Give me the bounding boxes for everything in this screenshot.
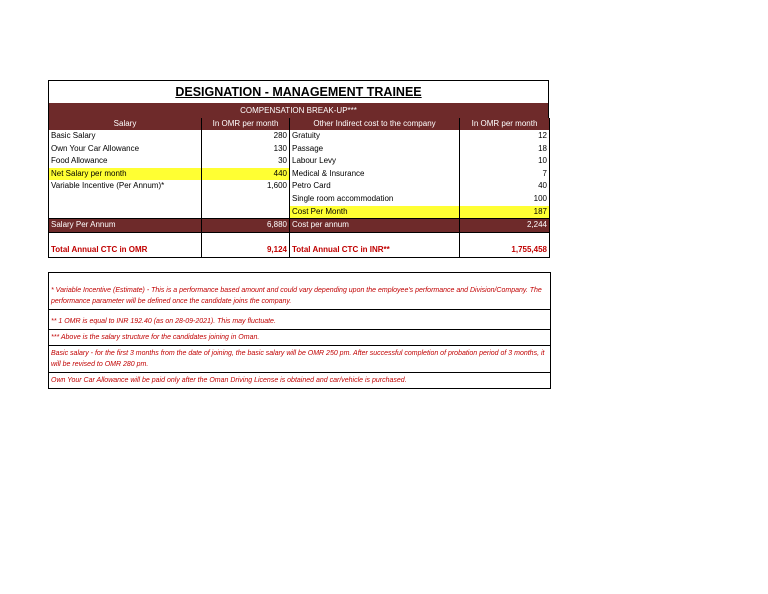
salary-per-annum-label: Salary Per Annum [49,219,202,233]
salary-label: Food Allowance [49,155,202,168]
indirect-value: 12 [460,130,550,143]
indirect-value: 7 [460,168,550,181]
table-row [49,206,550,219]
net-salary-value: 440 [202,168,290,181]
salary-label: Variable Incentive (Per Annum)* [49,180,202,193]
footnote-exchange-rate: ** 1 OMR is equal to INR 192.40 (as on 28-09-2021). This may fluctuate. [49,310,550,330]
footnote-car-allowance: Own Your Car Allowance will be paid only after the Oman Driving License is obtained and car/vehicle is purchased. [49,373,550,389]
indirect-label: Petro Card [290,180,460,193]
table-row [49,168,550,181]
page-title: DESIGNATION - MANAGEMENT TRAINEE [48,80,549,103]
salary-value [202,193,290,206]
indirect-value: 18 [460,143,550,156]
salary-value: 1,600 [202,180,290,193]
indirect-value: 100 [460,193,550,206]
salary-value [202,206,290,219]
table-row [49,155,550,168]
footnote-basic-salary: Basic salary - for the first 3 months from the date of joining, the basic salary will be OMR 250 pm. After successful completion of probation period of 3 months, it will be revised to OMR 280 pm. [49,346,550,373]
indirect-label: Gratuity [290,130,460,143]
indirect-label: Passage [290,143,460,156]
table-row [49,130,550,143]
footnote-oman-structure: *** Above is the salary structure for the candidates joining in Oman. [49,330,550,346]
compensation-sheet [48,80,549,258]
ctc-inr-label: Total Annual CTC in INR** [290,243,460,258]
ctc-omr-label: Total Annual CTC in OMR [49,243,202,258]
cost-per-month-label: Cost Per Month [290,206,460,219]
col-header-salary: Salary [49,118,202,130]
cost-per-month-value: 187 [460,206,550,219]
indirect-value: 10 [460,155,550,168]
net-salary-label: Net Salary per month [49,168,202,181]
spacer-cell [290,232,460,243]
indirect-label: Single room accommodation [290,193,460,206]
table-row [49,193,550,206]
ctc-row [49,243,550,258]
cost-per-annum-value: 2,244 [460,219,550,233]
col-header-indirect: Other Indirect cost to the company [290,118,460,130]
table-row [49,180,550,193]
salary-label [49,206,202,219]
footnote-variable-incentive: * Variable Incentive (Estimate) - This is a performance based amount and could vary depending upon the employee's performance and Division/Company. The performance parameter will be defined once the candidate joins the company. [49,273,550,310]
summary-row [49,219,550,233]
salary-value: 30 [202,155,290,168]
salary-label: Basic Salary [49,130,202,143]
spacer-cell [49,232,202,243]
salary-label [49,193,202,206]
cost-per-annum-label: Cost per annum [290,219,460,233]
ctc-inr-value: 1,755,458 [460,243,550,258]
ctc-omr-value: 9,124 [202,243,290,258]
spacer-row [49,232,550,243]
col-header-omr-right: In OMR per month [460,118,550,130]
indirect-label: Medical & Insurance [290,168,460,181]
compensation-table [48,118,550,258]
compensation-band: COMPENSATION BREAK-UP*** [48,103,549,118]
indirect-value: 40 [460,180,550,193]
salary-value: 280 [202,130,290,143]
salary-label: Own Your Car Allowance [49,143,202,156]
table-row [49,143,550,156]
col-header-omr-left: In OMR per month [202,118,290,130]
table-header-row [49,118,550,130]
salary-per-annum-value: 6,880 [202,219,290,233]
footnotes [48,272,551,389]
spacer-cell [202,232,290,243]
indirect-label: Labour Levy [290,155,460,168]
spacer-cell [460,232,550,243]
salary-value: 130 [202,143,290,156]
